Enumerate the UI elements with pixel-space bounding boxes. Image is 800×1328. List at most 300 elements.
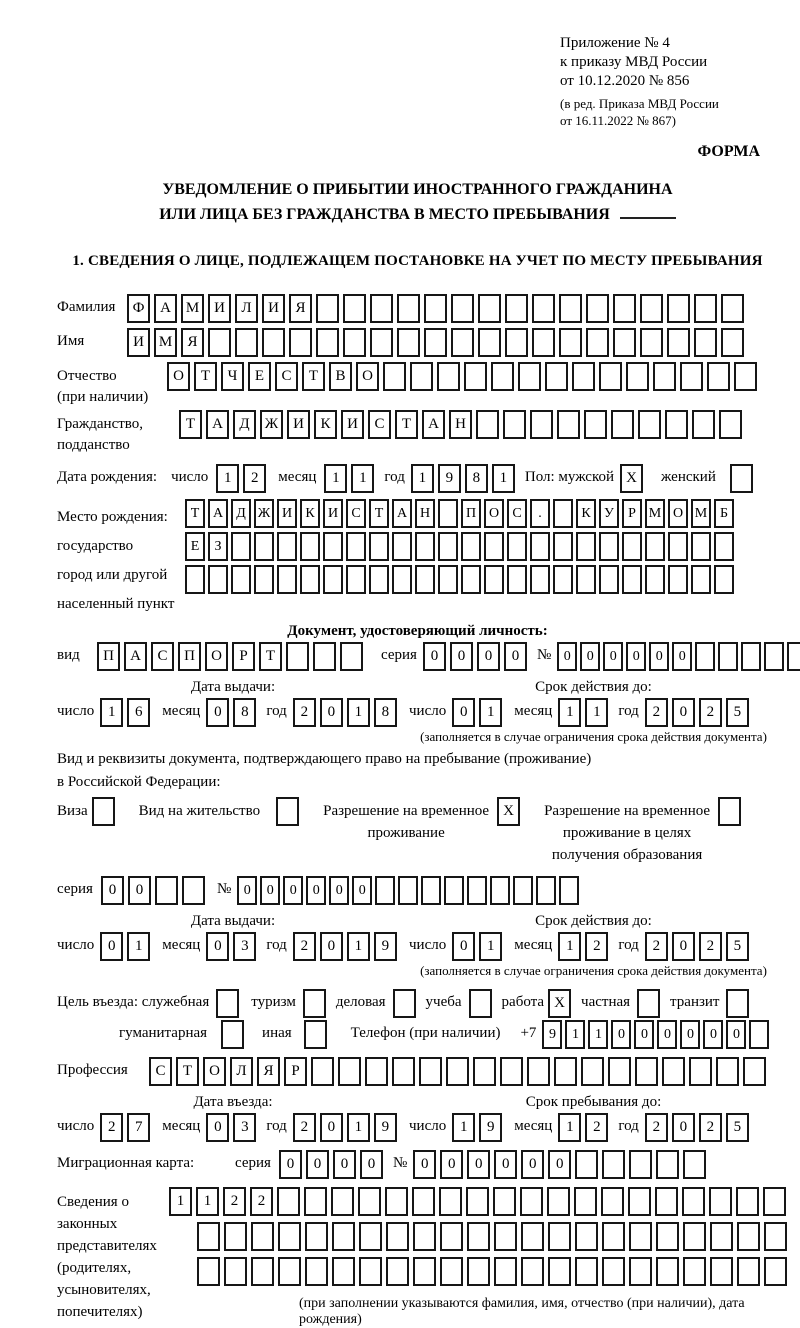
char-box[interactable] xyxy=(155,876,178,905)
char-box[interactable]: 1 xyxy=(351,464,374,493)
purpose-work-checkbox[interactable] xyxy=(548,989,575,1018)
char-box[interactable] xyxy=(415,565,435,594)
char-box[interactable] xyxy=(665,410,688,439)
char-box[interactable] xyxy=(438,499,458,528)
char-box[interactable]: 1 xyxy=(347,1113,370,1142)
char-box[interactable]: 7 xyxy=(127,1113,150,1142)
char-box[interactable] xyxy=(656,1150,679,1179)
char-box[interactable] xyxy=(736,1187,759,1216)
char-box[interactable] xyxy=(419,1057,442,1086)
char-box[interactable]: 2 xyxy=(585,1113,608,1142)
char-box[interactable] xyxy=(369,532,389,561)
char-box[interactable] xyxy=(437,362,460,391)
char-box[interactable] xyxy=(743,1057,766,1086)
char-box[interactable] xyxy=(316,294,339,323)
char-box[interactable]: 3 xyxy=(233,932,256,961)
purpose-humanitarian-checkbox[interactable] xyxy=(221,1020,248,1049)
char-box[interactable]: 0 xyxy=(494,1150,517,1179)
char-box[interactable] xyxy=(478,294,501,323)
char-box[interactable] xyxy=(689,1057,712,1086)
char-box[interactable] xyxy=(197,1222,220,1251)
char-box[interactable]: Н xyxy=(449,410,472,439)
char-box[interactable] xyxy=(476,410,499,439)
char-box[interactable] xyxy=(667,294,690,323)
char-box[interactable]: 1 xyxy=(492,464,515,493)
char-box[interactable] xyxy=(653,362,676,391)
char-box[interactable] xyxy=(466,1187,489,1216)
char-box[interactable] xyxy=(574,1187,597,1216)
char-box[interactable]: И xyxy=(323,499,343,528)
char-box[interactable] xyxy=(484,565,504,594)
char-box[interactable] xyxy=(559,294,582,323)
char-box[interactable] xyxy=(581,1057,604,1086)
char-box[interactable] xyxy=(576,565,596,594)
char-box[interactable] xyxy=(185,565,205,594)
char-box[interactable]: 9 xyxy=(374,932,397,961)
char-box[interactable] xyxy=(208,565,228,594)
char-box[interactable]: 8 xyxy=(374,698,397,727)
char-box[interactable] xyxy=(278,1222,301,1251)
char-box[interactable] xyxy=(667,328,690,357)
char-box[interactable]: 0 xyxy=(440,1150,463,1179)
char-box[interactable]: 0 xyxy=(726,1020,746,1049)
char-box[interactable]: 5 xyxy=(726,932,749,961)
char-box[interactable] xyxy=(415,532,435,561)
char-box[interactable] xyxy=(602,1150,625,1179)
char-box[interactable] xyxy=(575,1150,598,1179)
char-box[interactable]: 0 xyxy=(611,1020,631,1049)
char-box[interactable] xyxy=(424,294,447,323)
char-box[interactable] xyxy=(438,532,458,561)
char-box[interactable]: 0 xyxy=(672,932,695,961)
char-box[interactable] xyxy=(413,1257,436,1286)
char-box[interactable]: Т xyxy=(259,642,282,671)
char-box[interactable]: М xyxy=(645,499,665,528)
char-box[interactable]: 0 xyxy=(603,642,623,671)
char-box[interactable] xyxy=(626,362,649,391)
char-box[interactable]: 0 xyxy=(413,1150,436,1179)
char-box[interactable]: 0 xyxy=(672,642,692,671)
char-box[interactable]: И xyxy=(341,410,364,439)
char-box[interactable]: 9 xyxy=(542,1020,562,1049)
char-box[interactable] xyxy=(277,1187,300,1216)
char-box[interactable] xyxy=(507,565,527,594)
char-box[interactable]: И xyxy=(127,328,150,357)
char-box[interactable] xyxy=(680,362,703,391)
char-box[interactable]: Я xyxy=(289,294,312,323)
char-box[interactable] xyxy=(640,294,663,323)
char-box[interactable] xyxy=(251,1257,274,1286)
char-box[interactable]: Р xyxy=(622,499,642,528)
char-box[interactable]: 1 xyxy=(216,464,239,493)
char-box[interactable]: 1 xyxy=(585,698,608,727)
char-box[interactable]: С xyxy=(149,1057,172,1086)
char-box[interactable]: О xyxy=(167,362,190,391)
char-box[interactable]: 2 xyxy=(645,698,668,727)
char-box[interactable] xyxy=(527,1057,550,1086)
char-box[interactable] xyxy=(503,410,526,439)
char-box[interactable] xyxy=(695,642,715,671)
char-box[interactable] xyxy=(369,565,389,594)
char-box[interactable]: А xyxy=(422,410,445,439)
char-box[interactable] xyxy=(346,532,366,561)
char-box[interactable] xyxy=(668,565,688,594)
char-box[interactable] xyxy=(461,532,481,561)
char-box[interactable] xyxy=(254,565,274,594)
char-box[interactable] xyxy=(467,1257,490,1286)
char-box[interactable]: 1 xyxy=(558,932,581,961)
char-box[interactable] xyxy=(645,565,665,594)
char-box[interactable]: У xyxy=(599,499,619,528)
char-box[interactable]: Л xyxy=(230,1057,253,1086)
char-box[interactable] xyxy=(714,565,734,594)
char-box[interactable]: Р xyxy=(232,642,255,671)
char-box[interactable]: 2 xyxy=(699,698,722,727)
char-box[interactable] xyxy=(691,532,711,561)
char-box[interactable] xyxy=(439,1187,462,1216)
char-box[interactable]: 1 xyxy=(565,1020,585,1049)
char-box[interactable] xyxy=(494,1257,517,1286)
char-box[interactable]: 0 xyxy=(452,698,475,727)
char-box[interactable]: 0 xyxy=(521,1150,544,1179)
char-box[interactable] xyxy=(461,565,481,594)
char-box[interactable] xyxy=(300,532,320,561)
char-box[interactable] xyxy=(490,876,510,905)
char-box[interactable] xyxy=(734,362,757,391)
char-box[interactable] xyxy=(553,499,573,528)
char-box[interactable]: Д xyxy=(231,499,251,528)
char-box[interactable]: 1 xyxy=(169,1187,192,1216)
char-box[interactable] xyxy=(628,1187,651,1216)
char-box[interactable]: Д xyxy=(233,410,256,439)
char-box[interactable] xyxy=(764,1257,787,1286)
char-box[interactable]: М xyxy=(181,294,204,323)
char-box[interactable] xyxy=(521,1222,544,1251)
char-box[interactable] xyxy=(530,565,550,594)
char-box[interactable]: 2 xyxy=(293,698,316,727)
purpose-transit-checkbox[interactable] xyxy=(726,989,753,1018)
char-box[interactable] xyxy=(323,565,343,594)
char-box[interactable]: 2 xyxy=(250,1187,273,1216)
char-box[interactable] xyxy=(586,294,609,323)
char-box[interactable]: Я xyxy=(181,328,204,357)
char-box[interactable] xyxy=(532,294,555,323)
char-box[interactable]: 1 xyxy=(452,1113,475,1142)
char-box[interactable] xyxy=(656,1257,679,1286)
char-box[interactable] xyxy=(737,1257,760,1286)
char-box[interactable] xyxy=(231,532,251,561)
char-box[interactable]: Т xyxy=(185,499,205,528)
char-box[interactable] xyxy=(484,532,504,561)
char-box[interactable] xyxy=(277,565,297,594)
char-box[interactable] xyxy=(694,328,717,357)
char-box[interactable] xyxy=(613,294,636,323)
char-box[interactable] xyxy=(494,1222,517,1251)
char-box[interactable]: Т xyxy=(179,410,202,439)
char-box[interactable] xyxy=(692,410,715,439)
char-box[interactable]: 1 xyxy=(479,932,502,961)
char-box[interactable] xyxy=(726,989,749,1018)
char-box[interactable]: 0 xyxy=(452,932,475,961)
char-box[interactable] xyxy=(682,1187,705,1216)
purpose-official-checkbox[interactable] xyxy=(216,989,243,1018)
char-box[interactable]: 0 xyxy=(467,1150,490,1179)
char-box[interactable] xyxy=(749,1020,769,1049)
char-box[interactable] xyxy=(358,1187,381,1216)
char-box[interactable] xyxy=(707,362,730,391)
char-box[interactable] xyxy=(332,1257,355,1286)
char-box[interactable] xyxy=(446,1057,469,1086)
char-box[interactable] xyxy=(397,294,420,323)
char-box[interactable] xyxy=(599,532,619,561)
char-box[interactable] xyxy=(518,362,541,391)
char-box[interactable]: О xyxy=(484,499,504,528)
char-box[interactable] xyxy=(716,1057,739,1086)
char-box[interactable]: И xyxy=(262,294,285,323)
char-box[interactable] xyxy=(343,328,366,357)
char-box[interactable]: С xyxy=(368,410,391,439)
char-box[interactable]: 2 xyxy=(645,1113,668,1142)
char-box[interactable] xyxy=(469,989,492,1018)
char-box[interactable]: Т xyxy=(176,1057,199,1086)
char-box[interactable] xyxy=(289,328,312,357)
char-box[interactable] xyxy=(346,565,366,594)
char-box[interactable]: 2 xyxy=(293,932,316,961)
char-box[interactable] xyxy=(709,1187,732,1216)
char-box[interactable] xyxy=(304,1187,327,1216)
char-box[interactable]: 1 xyxy=(127,932,150,961)
char-box[interactable] xyxy=(629,1150,652,1179)
char-box[interactable]: 2 xyxy=(645,932,668,961)
char-box[interactable] xyxy=(613,328,636,357)
char-box[interactable] xyxy=(662,1057,685,1086)
char-box[interactable]: 9 xyxy=(374,1113,397,1142)
char-box[interactable]: С xyxy=(346,499,366,528)
char-box[interactable] xyxy=(710,1257,733,1286)
char-box[interactable]: 1 xyxy=(411,464,434,493)
char-box[interactable]: 0 xyxy=(128,876,151,905)
char-box[interactable] xyxy=(721,328,744,357)
char-box[interactable]: 1 xyxy=(558,698,581,727)
char-box[interactable] xyxy=(547,1187,570,1216)
char-box[interactable] xyxy=(276,797,299,826)
char-box[interactable] xyxy=(608,1057,631,1086)
char-box[interactable] xyxy=(305,1222,328,1251)
char-box[interactable] xyxy=(385,1187,408,1216)
char-box[interactable] xyxy=(536,876,556,905)
char-box[interactable]: А xyxy=(124,642,147,671)
char-box[interactable] xyxy=(586,328,609,357)
char-box[interactable] xyxy=(440,1222,463,1251)
char-box[interactable] xyxy=(520,1187,543,1216)
purpose-tourism-checkbox[interactable] xyxy=(303,989,330,1018)
char-box[interactable]: 2 xyxy=(699,1113,722,1142)
char-box[interactable]: Ж xyxy=(254,499,274,528)
purpose-study-checkbox[interactable] xyxy=(469,989,496,1018)
char-box[interactable]: П xyxy=(178,642,201,671)
char-box[interactable] xyxy=(254,532,274,561)
char-box[interactable] xyxy=(305,1257,328,1286)
char-box[interactable]: 0 xyxy=(100,932,123,961)
char-box[interactable] xyxy=(410,362,433,391)
char-box[interactable]: 0 xyxy=(320,698,343,727)
char-box[interactable] xyxy=(572,362,595,391)
char-box[interactable]: 1 xyxy=(558,1113,581,1142)
char-box[interactable] xyxy=(224,1222,247,1251)
char-box[interactable] xyxy=(221,1020,244,1049)
char-box[interactable]: 0 xyxy=(206,1113,229,1142)
char-box[interactable]: А xyxy=(206,410,229,439)
char-box[interactable] xyxy=(764,642,784,671)
char-box[interactable]: 1 xyxy=(196,1187,219,1216)
char-box[interactable]: 0 xyxy=(306,876,326,905)
char-box[interactable] xyxy=(397,328,420,357)
char-box[interactable] xyxy=(370,328,393,357)
char-box[interactable]: Т xyxy=(369,499,389,528)
char-box[interactable] xyxy=(92,797,115,826)
char-box[interactable]: 1 xyxy=(100,698,123,727)
char-box[interactable] xyxy=(521,1257,544,1286)
char-box[interactable] xyxy=(303,989,326,1018)
char-box[interactable]: 2 xyxy=(223,1187,246,1216)
char-box[interactable]: 0 xyxy=(260,876,280,905)
char-box[interactable]: 9 xyxy=(438,464,461,493)
char-box[interactable] xyxy=(231,565,251,594)
char-box[interactable]: М xyxy=(154,328,177,357)
char-box[interactable]: 5 xyxy=(726,698,749,727)
char-box[interactable] xyxy=(323,532,343,561)
option-temp-residence-edu-checkbox[interactable] xyxy=(718,797,745,826)
char-box[interactable] xyxy=(413,1222,436,1251)
char-box[interactable]: Е xyxy=(185,532,205,561)
char-box[interactable] xyxy=(473,1057,496,1086)
char-box[interactable] xyxy=(637,989,660,1018)
char-box[interactable]: 0 xyxy=(680,1020,700,1049)
char-box[interactable]: 2 xyxy=(293,1113,316,1142)
char-box[interactable] xyxy=(500,1057,523,1086)
char-box[interactable] xyxy=(635,1057,658,1086)
char-box[interactable]: Ж xyxy=(260,410,283,439)
char-box[interactable]: 6 xyxy=(127,698,150,727)
char-box[interactable] xyxy=(683,1222,706,1251)
char-box[interactable]: Л xyxy=(235,294,258,323)
char-box[interactable]: X xyxy=(620,464,643,493)
char-box[interactable] xyxy=(668,532,688,561)
char-box[interactable]: 2 xyxy=(699,932,722,961)
char-box[interactable]: 0 xyxy=(657,1020,677,1049)
char-box[interactable] xyxy=(392,565,412,594)
char-box[interactable] xyxy=(331,1187,354,1216)
char-box[interactable]: 8 xyxy=(465,464,488,493)
char-box[interactable] xyxy=(478,328,501,357)
char-box[interactable] xyxy=(467,876,487,905)
char-box[interactable]: 0 xyxy=(320,1113,343,1142)
char-box[interactable] xyxy=(412,1187,435,1216)
char-box[interactable]: 0 xyxy=(703,1020,723,1049)
char-box[interactable] xyxy=(694,294,717,323)
char-box[interactable]: 2 xyxy=(585,932,608,961)
char-box[interactable] xyxy=(398,876,418,905)
char-box[interactable] xyxy=(576,532,596,561)
char-box[interactable]: Ч xyxy=(221,362,244,391)
char-box[interactable] xyxy=(721,294,744,323)
char-box[interactable]: О xyxy=(203,1057,226,1086)
char-box[interactable] xyxy=(559,328,582,357)
char-box[interactable] xyxy=(300,565,320,594)
char-box[interactable] xyxy=(451,328,474,357)
char-box[interactable]: Н xyxy=(415,499,435,528)
char-box[interactable]: 0 xyxy=(634,1020,654,1049)
purpose-other-checkbox[interactable] xyxy=(304,1020,331,1049)
char-box[interactable]: Б xyxy=(714,499,734,528)
char-box[interactable] xyxy=(640,328,663,357)
char-box[interactable] xyxy=(507,532,527,561)
char-box[interactable] xyxy=(421,876,441,905)
char-box[interactable]: 0 xyxy=(333,1150,356,1179)
char-box[interactable] xyxy=(629,1222,652,1251)
char-box[interactable]: 1 xyxy=(324,464,347,493)
char-box[interactable] xyxy=(638,410,661,439)
char-box[interactable] xyxy=(224,1257,247,1286)
char-box[interactable]: 0 xyxy=(672,1113,695,1142)
gender-male-checkbox[interactable] xyxy=(620,464,647,493)
char-box[interactable]: 0 xyxy=(423,642,446,671)
char-box[interactable] xyxy=(683,1257,706,1286)
char-box[interactable] xyxy=(340,642,363,671)
char-box[interactable]: 0 xyxy=(206,698,229,727)
char-box[interactable] xyxy=(548,1222,571,1251)
char-box[interactable] xyxy=(741,642,761,671)
char-box[interactable] xyxy=(392,1057,415,1086)
char-box[interactable] xyxy=(718,797,741,826)
char-box[interactable]: 0 xyxy=(649,642,669,671)
char-box[interactable]: X xyxy=(497,797,520,826)
char-box[interactable]: В xyxy=(329,362,352,391)
char-box[interactable] xyxy=(601,1187,624,1216)
char-box[interactable]: 1 xyxy=(347,698,370,727)
char-box[interactable]: С xyxy=(507,499,527,528)
char-box[interactable]: 0 xyxy=(557,642,577,671)
char-box[interactable] xyxy=(691,565,711,594)
char-box[interactable]: 0 xyxy=(504,642,527,671)
char-box[interactable] xyxy=(182,876,205,905)
char-box[interactable] xyxy=(575,1257,598,1286)
char-box[interactable] xyxy=(622,532,642,561)
char-box[interactable]: 8 xyxy=(233,698,256,727)
char-box[interactable] xyxy=(286,642,309,671)
char-box[interactable]: 3 xyxy=(233,1113,256,1142)
char-box[interactable]: П xyxy=(461,499,481,528)
char-box[interactable] xyxy=(545,362,568,391)
char-box[interactable] xyxy=(304,1020,327,1049)
char-box[interactable] xyxy=(440,1257,463,1286)
char-box[interactable]: З xyxy=(208,532,228,561)
char-box[interactable] xyxy=(602,1222,625,1251)
char-box[interactable] xyxy=(332,1222,355,1251)
option-visa-checkbox[interactable] xyxy=(92,797,119,826)
char-box[interactable]: 2 xyxy=(100,1113,123,1142)
char-box[interactable] xyxy=(464,362,487,391)
char-box[interactable]: К xyxy=(300,499,320,528)
char-box[interactable]: X xyxy=(548,989,571,1018)
char-box[interactable]: Е xyxy=(248,362,271,391)
char-box[interactable] xyxy=(316,328,339,357)
char-box[interactable] xyxy=(338,1057,361,1086)
char-box[interactable] xyxy=(393,989,416,1018)
char-box[interactable]: И xyxy=(208,294,231,323)
char-box[interactable] xyxy=(548,1257,571,1286)
char-box[interactable] xyxy=(557,410,580,439)
